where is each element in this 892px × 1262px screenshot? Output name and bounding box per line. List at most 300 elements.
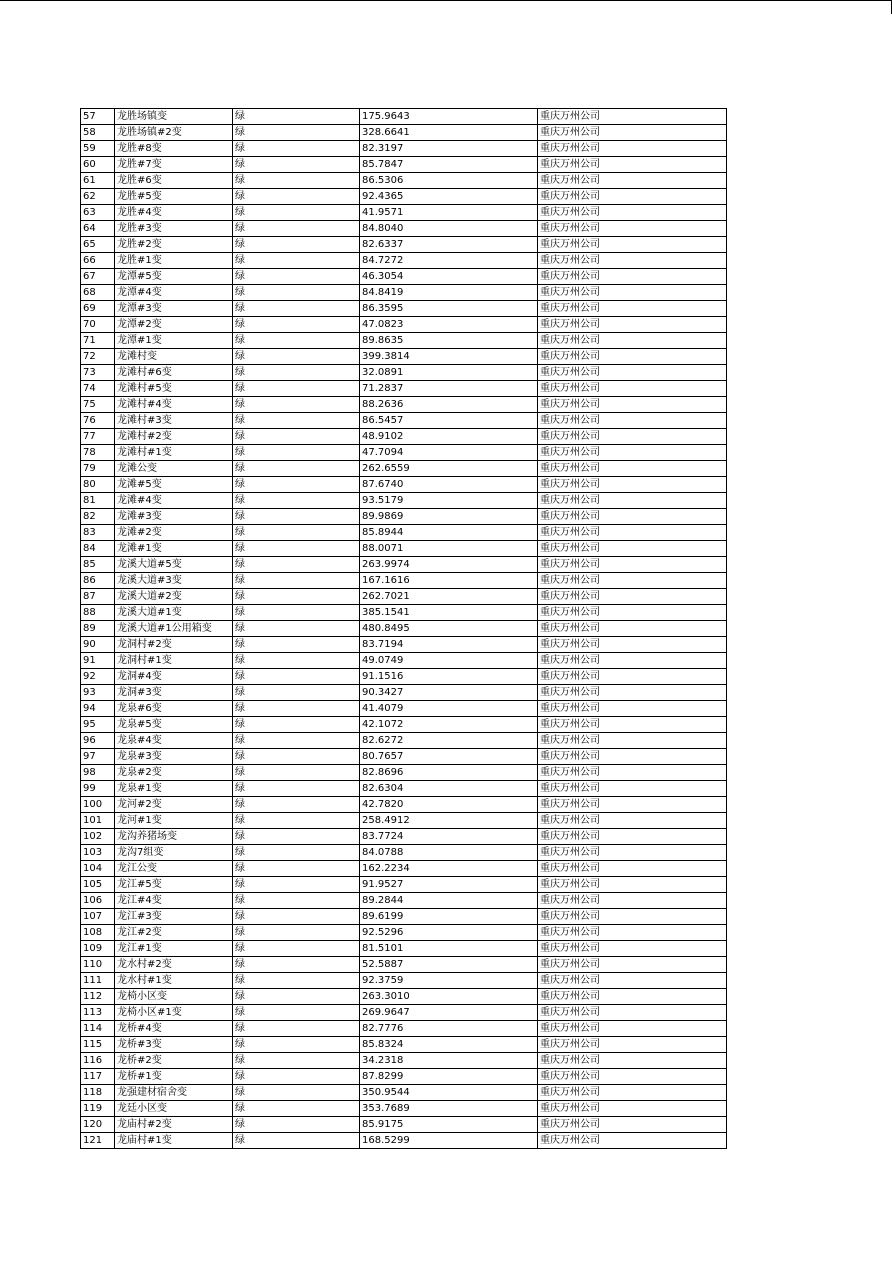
value-cell: 48.9102 <box>360 429 538 445</box>
company-cell: 重庆万州公司 <box>538 605 727 621</box>
table-row <box>81 1005 727 1021</box>
table-row <box>81 109 727 125</box>
company-cell: 重庆万州公司 <box>538 861 727 877</box>
transformer-name-cell: 龙泉#1变 <box>115 781 233 797</box>
company-cell: 重庆万州公司 <box>538 509 727 525</box>
status-cell: 绿 <box>233 941 360 957</box>
company-cell: 重庆万州公司 <box>538 797 727 813</box>
transformer-name-cell: 龙滩村#2变 <box>115 429 233 445</box>
status-cell: 绿 <box>233 1005 360 1021</box>
transformer-name-cell: 龙桥#4变 <box>115 1021 233 1037</box>
value-cell: 81.5101 <box>360 941 538 957</box>
transformer-name-cell: 龙强建材宿舍变 <box>115 1085 233 1101</box>
status-cell: 绿 <box>233 1037 360 1053</box>
company-cell: 重庆万州公司 <box>538 109 727 125</box>
status-cell: 绿 <box>233 205 360 221</box>
table-row <box>81 733 727 749</box>
status-cell: 绿 <box>233 1117 360 1133</box>
status-cell: 绿 <box>233 477 360 493</box>
table-row <box>81 685 727 701</box>
value-cell: 71.2837 <box>360 381 538 397</box>
table-row <box>81 317 727 333</box>
company-cell: 重庆万州公司 <box>538 317 727 333</box>
company-cell: 重庆万州公司 <box>538 765 727 781</box>
page-top-border <box>0 0 892 1</box>
row-number-cell: 101 <box>81 813 115 829</box>
value-cell: 399.3814 <box>360 349 538 365</box>
transformer-table <box>80 108 727 1149</box>
status-cell: 绿 <box>233 461 360 477</box>
row-number-cell: 84 <box>81 541 115 557</box>
company-cell: 重庆万州公司 <box>538 461 727 477</box>
transformer-name-cell: 龙胜#8变 <box>115 141 233 157</box>
row-number-cell: 70 <box>81 317 115 333</box>
value-cell: 84.8419 <box>360 285 538 301</box>
transformer-name-cell: 龙潭#5变 <box>115 269 233 285</box>
value-cell: 92.3759 <box>360 973 538 989</box>
row-number-cell: 100 <box>81 797 115 813</box>
company-cell: 重庆万州公司 <box>538 717 727 733</box>
transformer-name-cell: 龙胜#5变 <box>115 189 233 205</box>
row-number-cell: 64 <box>81 221 115 237</box>
value-cell: 80.7657 <box>360 749 538 765</box>
transformer-name-cell: 龙庙村#2变 <box>115 1117 233 1133</box>
value-cell: 32.0891 <box>360 365 538 381</box>
company-cell: 重庆万州公司 <box>538 301 727 317</box>
transformer-name-cell: 龙滩村#5变 <box>115 381 233 397</box>
company-cell: 重庆万州公司 <box>538 541 727 557</box>
transformer-name-cell: 龙江#2变 <box>115 925 233 941</box>
status-cell: 绿 <box>233 269 360 285</box>
value-cell: 86.5306 <box>360 173 538 189</box>
value-cell: 175.9643 <box>360 109 538 125</box>
company-cell: 重庆万州公司 <box>538 733 727 749</box>
value-cell: 84.7272 <box>360 253 538 269</box>
row-number-cell: 71 <box>81 333 115 349</box>
value-cell: 46.3054 <box>360 269 538 285</box>
transformer-name-cell: 龙胜#2变 <box>115 237 233 253</box>
status-cell: 绿 <box>233 557 360 573</box>
status-cell: 绿 <box>233 637 360 653</box>
transformer-name-cell: 龙河#2变 <box>115 797 233 813</box>
company-cell: 重庆万州公司 <box>538 493 727 509</box>
status-cell: 绿 <box>233 1053 360 1069</box>
row-number-cell: 108 <box>81 925 115 941</box>
status-cell: 绿 <box>233 733 360 749</box>
status-cell: 绿 <box>233 605 360 621</box>
row-number-cell: 113 <box>81 1005 115 1021</box>
table-row <box>81 413 727 429</box>
table-row <box>81 973 727 989</box>
status-cell: 绿 <box>233 221 360 237</box>
company-cell: 重庆万州公司 <box>538 1021 727 1037</box>
table-row <box>81 621 727 637</box>
transformer-name-cell: 龙洞#4变 <box>115 669 233 685</box>
transformer-name-cell: 龙胜#1变 <box>115 253 233 269</box>
table-row <box>81 365 727 381</box>
table-row <box>81 1069 727 1085</box>
status-cell: 绿 <box>233 973 360 989</box>
row-number-cell: 121 <box>81 1133 115 1149</box>
value-cell: 91.1516 <box>360 669 538 685</box>
value-cell: 353.7689 <box>360 1101 538 1117</box>
company-cell: 重庆万州公司 <box>538 397 727 413</box>
row-number-cell: 81 <box>81 493 115 509</box>
table-row <box>81 797 727 813</box>
value-cell: 83.7724 <box>360 829 538 845</box>
row-number-cell: 63 <box>81 205 115 221</box>
row-number-cell: 104 <box>81 861 115 877</box>
company-cell: 重庆万州公司 <box>538 669 727 685</box>
status-cell: 绿 <box>233 653 360 669</box>
table-row <box>81 877 727 893</box>
row-number-cell: 73 <box>81 365 115 381</box>
status-cell: 绿 <box>233 957 360 973</box>
row-number-cell: 98 <box>81 765 115 781</box>
value-cell: 47.7094 <box>360 445 538 461</box>
status-cell: 绿 <box>233 365 360 381</box>
status-cell: 绿 <box>233 701 360 717</box>
company-cell: 重庆万州公司 <box>538 1069 727 1085</box>
row-number-cell: 99 <box>81 781 115 797</box>
table-row <box>81 269 727 285</box>
company-cell: 重庆万州公司 <box>538 893 727 909</box>
row-number-cell: 109 <box>81 941 115 957</box>
value-cell: 87.8299 <box>360 1069 538 1085</box>
transformer-name-cell: 龙庙村#1变 <box>115 1133 233 1149</box>
transformer-name-cell: 龙滩#1变 <box>115 541 233 557</box>
transformer-name-cell: 龙溪大道#1公用箱变 <box>115 621 233 637</box>
transformer-name-cell: 龙溪大道#1变 <box>115 605 233 621</box>
company-cell: 重庆万州公司 <box>538 333 727 349</box>
value-cell: 89.9869 <box>360 509 538 525</box>
transformer-name-cell: 龙泉#5变 <box>115 717 233 733</box>
company-cell: 重庆万州公司 <box>538 349 727 365</box>
row-number-cell: 110 <box>81 957 115 973</box>
transformer-name-cell: 龙水村#2变 <box>115 957 233 973</box>
row-number-cell: 66 <box>81 253 115 269</box>
row-number-cell: 111 <box>81 973 115 989</box>
row-number-cell: 69 <box>81 301 115 317</box>
status-cell: 绿 <box>233 1069 360 1085</box>
company-cell: 重庆万州公司 <box>538 157 727 173</box>
table-row <box>81 813 727 829</box>
table-row <box>81 717 727 733</box>
status-cell: 绿 <box>233 925 360 941</box>
table-row <box>81 205 727 221</box>
table-row <box>81 157 727 173</box>
status-cell: 绿 <box>233 621 360 637</box>
table-row <box>81 573 727 589</box>
status-cell: 绿 <box>233 397 360 413</box>
transformer-name-cell: 龙洞村#1变 <box>115 653 233 669</box>
row-number-cell: 65 <box>81 237 115 253</box>
transformer-name-cell: 龙廷小区变 <box>115 1101 233 1117</box>
row-number-cell: 57 <box>81 109 115 125</box>
transformer-name-cell: 龙江#3变 <box>115 909 233 925</box>
value-cell: 262.6559 <box>360 461 538 477</box>
row-number-cell: 74 <box>81 381 115 397</box>
row-number-cell: 106 <box>81 893 115 909</box>
row-number-cell: 61 <box>81 173 115 189</box>
transformer-name-cell: 龙潭#1变 <box>115 333 233 349</box>
company-cell: 重庆万州公司 <box>538 989 727 1005</box>
status-cell: 绿 <box>233 669 360 685</box>
company-cell: 重庆万州公司 <box>538 845 727 861</box>
row-number-cell: 119 <box>81 1101 115 1117</box>
table-row <box>81 397 727 413</box>
status-cell: 绿 <box>233 861 360 877</box>
table-row <box>81 925 727 941</box>
status-cell: 绿 <box>233 685 360 701</box>
company-cell: 重庆万州公司 <box>538 621 727 637</box>
company-cell: 重庆万州公司 <box>538 589 727 605</box>
table-row <box>81 429 727 445</box>
row-number-cell: 58 <box>81 125 115 141</box>
table-row <box>81 541 727 557</box>
transformer-name-cell: 龙泉#3变 <box>115 749 233 765</box>
row-number-cell: 107 <box>81 909 115 925</box>
transformer-name-cell: 龙滩#4变 <box>115 493 233 509</box>
value-cell: 162.2234 <box>360 861 538 877</box>
row-number-cell: 72 <box>81 349 115 365</box>
company-cell: 重庆万州公司 <box>538 637 727 653</box>
value-cell: 167.1616 <box>360 573 538 589</box>
transformer-name-cell: 龙江#4变 <box>115 893 233 909</box>
row-number-cell: 87 <box>81 589 115 605</box>
value-cell: 41.9571 <box>360 205 538 221</box>
status-cell: 绿 <box>233 445 360 461</box>
table-row <box>81 669 727 685</box>
row-number-cell: 83 <box>81 525 115 541</box>
status-cell: 绿 <box>233 781 360 797</box>
value-cell: 328.6641 <box>360 125 538 141</box>
company-cell: 重庆万州公司 <box>538 477 727 493</box>
transformer-name-cell: 龙沟7组变 <box>115 845 233 861</box>
value-cell: 82.7776 <box>360 1021 538 1037</box>
value-cell: 269.9647 <box>360 1005 538 1021</box>
table-row <box>81 461 727 477</box>
status-cell: 绿 <box>233 157 360 173</box>
status-cell: 绿 <box>233 765 360 781</box>
table-row <box>81 509 727 525</box>
status-cell: 绿 <box>233 125 360 141</box>
row-number-cell: 75 <box>81 397 115 413</box>
value-cell: 168.5299 <box>360 1133 538 1149</box>
value-cell: 49.0749 <box>360 653 538 669</box>
row-number-cell: 79 <box>81 461 115 477</box>
transformer-name-cell: 龙椅小区变 <box>115 989 233 1005</box>
row-number-cell: 68 <box>81 285 115 301</box>
status-cell: 绿 <box>233 381 360 397</box>
status-cell: 绿 <box>233 253 360 269</box>
table-row <box>81 237 727 253</box>
transformer-name-cell: 龙江#5变 <box>115 877 233 893</box>
table-row <box>81 1037 727 1053</box>
value-cell: 263.9974 <box>360 557 538 573</box>
table-row <box>81 701 727 717</box>
value-cell: 34.2318 <box>360 1053 538 1069</box>
transformer-name-cell: 龙胜#3变 <box>115 221 233 237</box>
table-row <box>81 989 727 1005</box>
table-row <box>81 1021 727 1037</box>
value-cell: 263.3010 <box>360 989 538 1005</box>
company-cell: 重庆万州公司 <box>538 381 727 397</box>
company-cell: 重庆万州公司 <box>538 909 727 925</box>
row-number-cell: 112 <box>81 989 115 1005</box>
table-row <box>81 893 727 909</box>
row-number-cell: 76 <box>81 413 115 429</box>
table-row <box>81 653 727 669</box>
row-number-cell: 105 <box>81 877 115 893</box>
value-cell: 89.6199 <box>360 909 538 925</box>
status-cell: 绿 <box>233 845 360 861</box>
value-cell: 42.1072 <box>360 717 538 733</box>
value-cell: 82.6304 <box>360 781 538 797</box>
transformer-name-cell: 龙洞村#2变 <box>115 637 233 653</box>
table-row <box>81 781 727 797</box>
status-cell: 绿 <box>233 141 360 157</box>
value-cell: 82.8696 <box>360 765 538 781</box>
company-cell: 重庆万州公司 <box>538 221 727 237</box>
status-cell: 绿 <box>233 525 360 541</box>
transformer-name-cell: 龙江#1变 <box>115 941 233 957</box>
value-cell: 88.0071 <box>360 541 538 557</box>
company-cell: 重庆万州公司 <box>538 205 727 221</box>
value-cell: 52.5887 <box>360 957 538 973</box>
transformer-name-cell: 龙滩村#6变 <box>115 365 233 381</box>
table-row <box>81 1053 727 1069</box>
status-cell: 绿 <box>233 429 360 445</box>
company-cell: 重庆万州公司 <box>538 925 727 941</box>
status-cell: 绿 <box>233 989 360 1005</box>
status-cell: 绿 <box>233 1021 360 1037</box>
transformer-name-cell: 龙潭#2变 <box>115 317 233 333</box>
transformer-name-cell: 龙滩村#4变 <box>115 397 233 413</box>
transformer-name-cell: 龙泉#2变 <box>115 765 233 781</box>
transformer-name-cell: 龙江公变 <box>115 861 233 877</box>
company-cell: 重庆万州公司 <box>538 1053 727 1069</box>
row-number-cell: 91 <box>81 653 115 669</box>
table-row <box>81 221 727 237</box>
status-cell: 绿 <box>233 349 360 365</box>
company-cell: 重庆万州公司 <box>538 653 727 669</box>
company-cell: 重庆万州公司 <box>538 573 727 589</box>
row-number-cell: 62 <box>81 189 115 205</box>
value-cell: 91.9527 <box>360 877 538 893</box>
row-number-cell: 93 <box>81 685 115 701</box>
company-cell: 重庆万州公司 <box>538 1037 727 1053</box>
company-cell: 重庆万州公司 <box>538 429 727 445</box>
table-row <box>81 141 727 157</box>
transformer-name-cell: 龙胜#6变 <box>115 173 233 189</box>
row-number-cell: 82 <box>81 509 115 525</box>
status-cell: 绿 <box>233 797 360 813</box>
status-cell: 绿 <box>233 109 360 125</box>
transformer-name-cell: 龙滩村#3变 <box>115 413 233 429</box>
transformer-name-cell: 龙滩村#1变 <box>115 445 233 461</box>
table-row <box>81 381 727 397</box>
row-number-cell: 77 <box>81 429 115 445</box>
value-cell: 85.8944 <box>360 525 538 541</box>
status-cell: 绿 <box>233 493 360 509</box>
status-cell: 绿 <box>233 173 360 189</box>
row-number-cell: 117 <box>81 1069 115 1085</box>
table-row <box>81 333 727 349</box>
row-number-cell: 80 <box>81 477 115 493</box>
transformer-name-cell: 龙潭#3变 <box>115 301 233 317</box>
status-cell: 绿 <box>233 301 360 317</box>
value-cell: 82.3197 <box>360 141 538 157</box>
table-row <box>81 605 727 621</box>
company-cell: 重庆万州公司 <box>538 781 727 797</box>
status-cell: 绿 <box>233 317 360 333</box>
table-row <box>81 861 727 877</box>
status-cell: 绿 <box>233 1133 360 1149</box>
company-cell: 重庆万州公司 <box>538 813 727 829</box>
row-number-cell: 78 <box>81 445 115 461</box>
table-row <box>81 941 727 957</box>
row-number-cell: 102 <box>81 829 115 845</box>
value-cell: 262.7021 <box>360 589 538 605</box>
value-cell: 82.6337 <box>360 237 538 253</box>
status-cell: 绿 <box>233 413 360 429</box>
value-cell: 89.8635 <box>360 333 538 349</box>
transformer-name-cell: 龙桥#3变 <box>115 1037 233 1053</box>
row-number-cell: 90 <box>81 637 115 653</box>
table-row <box>81 1117 727 1133</box>
transformer-name-cell: 龙水村#1变 <box>115 973 233 989</box>
row-number-cell: 85 <box>81 557 115 573</box>
table-body <box>81 109 727 1149</box>
status-cell: 绿 <box>233 589 360 605</box>
table-row <box>81 637 727 653</box>
value-cell: 86.3595 <box>360 301 538 317</box>
row-number-cell: 60 <box>81 157 115 173</box>
value-cell: 87.6740 <box>360 477 538 493</box>
table-row <box>81 477 727 493</box>
row-number-cell: 118 <box>81 1085 115 1101</box>
company-cell: 重庆万州公司 <box>538 1085 727 1101</box>
row-number-cell: 92 <box>81 669 115 685</box>
table-row <box>81 765 727 781</box>
transformer-name-cell: 龙滩#2变 <box>115 525 233 541</box>
value-cell: 480.8495 <box>360 621 538 637</box>
table-row <box>81 1101 727 1117</box>
status-cell: 绿 <box>233 285 360 301</box>
value-cell: 92.4365 <box>360 189 538 205</box>
table-row <box>81 173 727 189</box>
transformer-name-cell: 龙洞#3变 <box>115 685 233 701</box>
row-number-cell: 116 <box>81 1053 115 1069</box>
company-cell: 重庆万州公司 <box>538 269 727 285</box>
company-cell: 重庆万州公司 <box>538 685 727 701</box>
value-cell: 258.4912 <box>360 813 538 829</box>
row-number-cell: 114 <box>81 1021 115 1037</box>
value-cell: 92.5296 <box>360 925 538 941</box>
company-cell: 重庆万州公司 <box>538 749 727 765</box>
status-cell: 绿 <box>233 237 360 253</box>
transformer-name-cell: 龙溪大道#2变 <box>115 589 233 605</box>
transformer-name-cell: 龙河#1变 <box>115 813 233 829</box>
company-cell: 重庆万州公司 <box>538 829 727 845</box>
company-cell: 重庆万州公司 <box>538 141 727 157</box>
transformer-name-cell: 龙胜#7变 <box>115 157 233 173</box>
company-cell: 重庆万州公司 <box>538 557 727 573</box>
table-row <box>81 749 727 765</box>
row-number-cell: 67 <box>81 269 115 285</box>
status-cell: 绿 <box>233 893 360 909</box>
